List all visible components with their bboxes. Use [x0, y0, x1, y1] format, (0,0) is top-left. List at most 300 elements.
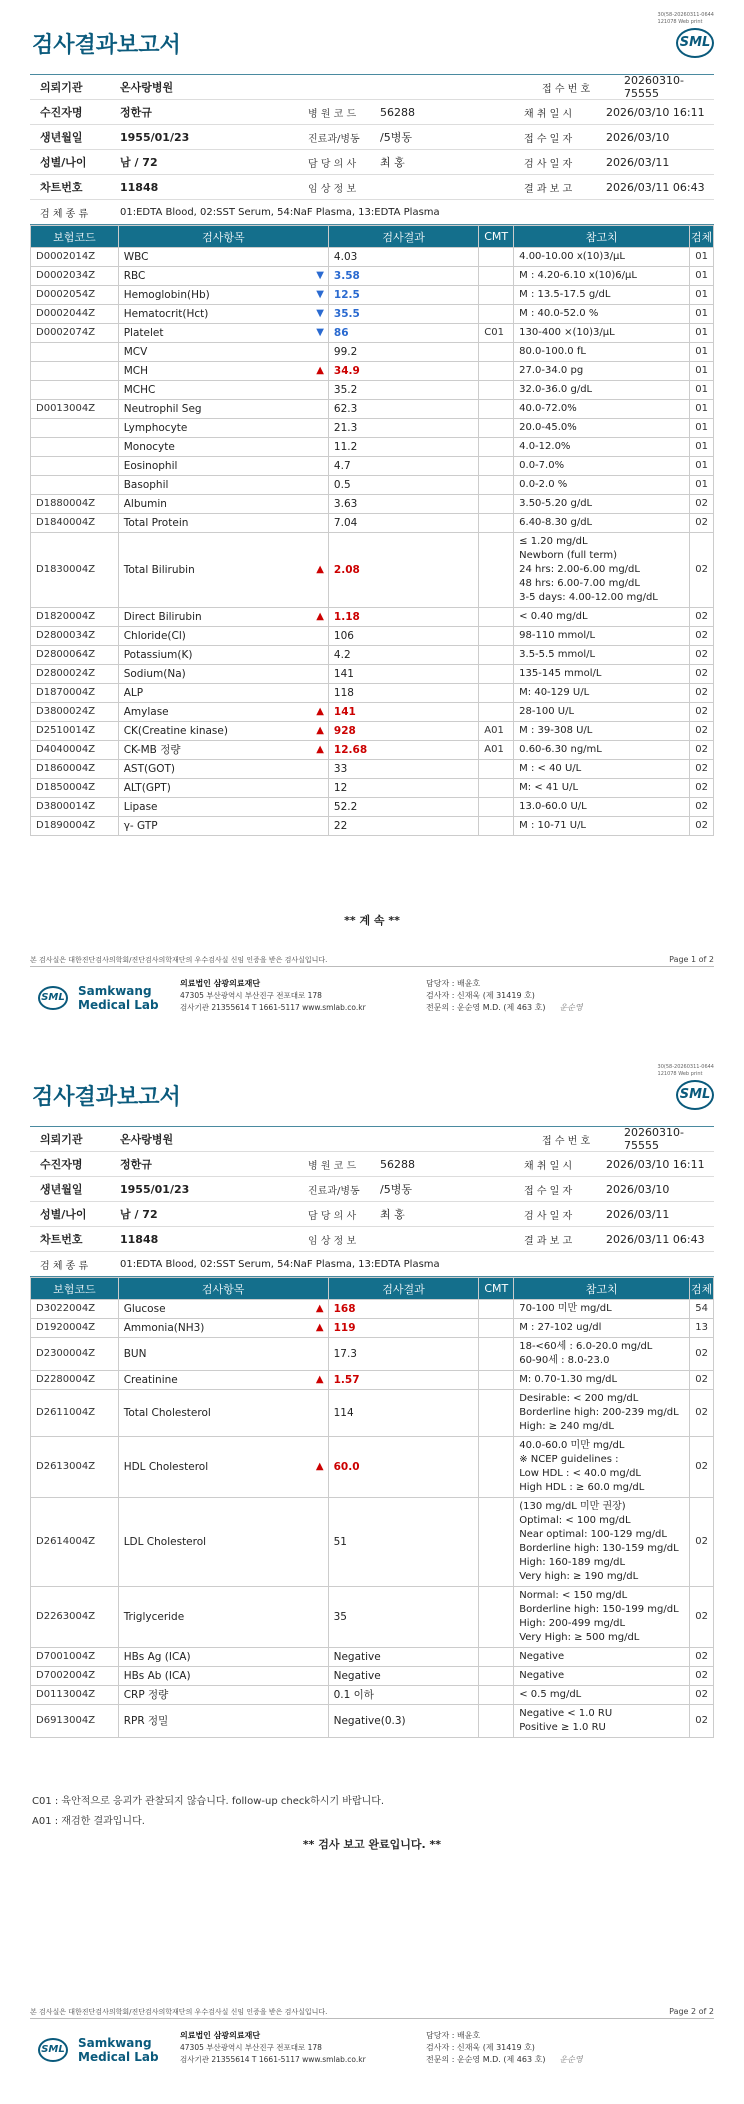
insurance-code-cell	[31, 343, 119, 362]
comment-code-cell	[479, 703, 514, 722]
patient-header: 의뢰기관 온사랑병원 접 수 번 호 20260310-75555 수진자명 정한규 병 원 코 드 56288 채 취 일 시 2026/03/10 16:11 생년월일 1955/01/23 진료과/병동 /5병동 접 수 일 자 2026/03/10 성별/나이 남 / 72 담 당 의 사 최 홍 검 사 일 자 2026/03/11 차트번호 11848 임 상 정 보 결 과 보 고 2026/03/11 06:43 검 체 종 류 01:EDTA Blood, 02:SST Serum, 54:NaF Plasma, 13:EDTA Plasma	[30, 1126, 714, 1277]
reference-line: Negative	[519, 1651, 565, 1662]
insurance-code-cell: D2611004Z	[31, 1390, 119, 1437]
specimen-code-cell: 02	[690, 1498, 714, 1587]
specimen-code-cell: 02	[690, 1587, 714, 1648]
reference-range-cell	[514, 286, 690, 305]
comment-code-cell	[479, 1705, 514, 1738]
reference-line: Normal: < 150 mg/dL	[519, 1590, 628, 1601]
specimen-code-cell: 01	[690, 248, 714, 267]
reference-range-cell	[514, 248, 690, 267]
insurance-code-cell: D0002074Z	[31, 324, 119, 343]
table-header: 보험코드 검사항목 검사결과 CMT 참고치 검체	[31, 226, 714, 248]
test-item-cell	[118, 741, 328, 760]
reference-line: 0.0-2.0 %	[519, 479, 568, 490]
insurance-code-cell: D3022004Z	[31, 1300, 119, 1319]
reference-line: Very high: ≥ 190 mg/dL	[519, 1571, 639, 1582]
comment-code-cell	[479, 1319, 514, 1338]
specimen-code-cell: 02	[690, 741, 714, 760]
test-item-name: CK-MB 정량	[123, 744, 181, 756]
comment-code-cell	[479, 1338, 514, 1371]
table-row	[31, 438, 714, 457]
high-flag-icon: ▲	[315, 1303, 324, 1314]
signature: 운순영	[559, 2055, 583, 2064]
reference-line: 6.40-8.30 g/dL	[519, 517, 593, 528]
specimen-code-cell: 02	[690, 1437, 714, 1498]
test-item-cell	[118, 1437, 328, 1498]
reference-line: Optimal: < 100 mg/dL	[519, 1515, 631, 1526]
test-item-cell	[118, 267, 328, 286]
specimen-code-cell: 02	[690, 684, 714, 703]
insurance-code-cell: D2800064Z	[31, 646, 119, 665]
insurance-code-cell: D2613004Z	[31, 1437, 119, 1498]
test-item-cell	[118, 419, 328, 438]
reference-line: 3-5 days: 4.00-12.00 mg/dL	[519, 592, 658, 603]
table-row	[31, 1319, 714, 1338]
test-item-cell	[118, 495, 328, 514]
test-item-cell	[118, 1371, 328, 1390]
patient-header: 의뢰기관 온사랑병원 접 수 번 호 20260310-75555 수진자명 정한규 병 원 코 드 56288 채 취 일 시 2026/03/10 16:11 생년월일 1955/01/23 진료과/병동 /5병동 접 수 일 자 2026/03/10 성별/나이 남 / 72 담 당 의 사 최 홍 검 사 일 자 2026/03/11 차트번호 11848 임 상 정 보 결 과 보 고 2026/03/11 06:43 검 체 종 류 01:EDTA Blood, 02:SST Serum, 54:NaF Plasma, 13:EDTA Plasma	[30, 74, 714, 225]
footer-org-info: 의료법인 삼광의료재단 47305 부산광역시 부산진구 전포대로 178 검사기관 21355614 T 1661-5117 www.smlab.co.kr	[180, 2031, 366, 2064]
result-value-cell: 35.2	[328, 381, 478, 400]
test-item-name: γ- GTP	[123, 820, 158, 832]
specimen-code-cell: 02	[690, 627, 714, 646]
comment-code-cell	[479, 1587, 514, 1648]
comment-code-cell	[479, 779, 514, 798]
reference-range-cell	[514, 779, 690, 798]
reference-range-cell	[514, 324, 690, 343]
result-value-cell: Negative(0.3)	[328, 1705, 479, 1738]
reference-line: M : 27-102 ug/dl	[519, 1322, 602, 1333]
specimen-code-cell: 02	[690, 1686, 714, 1705]
comment-code-cell: A01	[479, 722, 514, 741]
test-item-name: Triglyceride	[123, 1611, 185, 1623]
table-header: 보험코드 검사항목 검사결과 CMT 참고치 검체	[31, 1278, 714, 1300]
test-item-name: MCHC	[123, 384, 156, 396]
reference-range-cell	[514, 1319, 690, 1338]
specimen-code-cell: 01	[690, 400, 714, 419]
test-item-name: Sodium(Na)	[123, 668, 186, 680]
comment-code-cell	[479, 286, 514, 305]
reference-range-cell	[514, 419, 690, 438]
specimen-code-cell: 01	[690, 286, 714, 305]
table-row	[31, 1667, 714, 1686]
specimen-code-cell: 02	[690, 760, 714, 779]
result-value-cell: 62.3	[328, 400, 478, 419]
reference-range-cell	[514, 1667, 690, 1686]
test-item-cell	[118, 362, 328, 381]
comment-code-cell	[479, 476, 514, 495]
table-row	[31, 533, 714, 608]
insurance-code-cell: D2800024Z	[31, 665, 119, 684]
footer-sml-logo: SML	[38, 2038, 68, 2062]
reference-range-cell	[514, 1437, 690, 1498]
result-value-cell: 114	[328, 1390, 479, 1437]
insurance-code-cell: D1920004Z	[31, 1319, 119, 1338]
reference-range-cell	[514, 400, 690, 419]
test-item-name: MCH	[123, 365, 149, 377]
reference-range-cell	[514, 1587, 690, 1648]
insurance-code-cell	[31, 438, 119, 457]
specimen-code-cell: 01	[690, 267, 714, 286]
result-value-cell: 35.5	[328, 305, 478, 324]
reference-line: Positive ≥ 1.0 RU	[519, 1722, 606, 1733]
reference-line: 0.60-6.30 ng/mL	[519, 744, 602, 755]
test-item-name: Lipase	[123, 801, 158, 813]
sml-logo: SML	[676, 28, 714, 58]
footer-sml-logo: SML	[38, 986, 68, 1010]
test-item-cell	[118, 1390, 328, 1437]
test-item-name: ALT(GPT)	[123, 782, 171, 794]
table-row	[31, 286, 714, 305]
specimen-code-cell: 01	[690, 305, 714, 324]
test-item-cell	[118, 608, 328, 627]
insurance-code-cell: D7002004Z	[31, 1667, 119, 1686]
test-item-cell	[118, 1319, 328, 1338]
specimen-code-cell: 13	[690, 1319, 714, 1338]
comment-code-cell	[479, 457, 514, 476]
result-value-cell: 7.04	[328, 514, 478, 533]
result-value-cell: 0.1 이하	[328, 1686, 479, 1705]
specimen-code-cell: 01	[690, 324, 714, 343]
page-number: Page 1 of 2	[669, 955, 714, 964]
specimen-code-cell: 02	[690, 646, 714, 665]
footer-divider	[30, 966, 714, 967]
test-item-cell	[118, 476, 328, 495]
specimen-code-cell: 02	[690, 514, 714, 533]
reference-range-cell	[514, 457, 690, 476]
test-item-cell	[118, 1300, 328, 1319]
test-item-name: Total Bilirubin	[123, 564, 195, 576]
table-row	[31, 798, 714, 817]
result-value-cell: 0.5	[328, 476, 478, 495]
reference-line: M : 39-308 U/L	[519, 725, 593, 736]
reference-line: M : 13.5-17.5 g/dL	[519, 289, 611, 300]
test-item-name: Total Protein	[123, 517, 189, 529]
table-row	[31, 1390, 714, 1437]
table-row	[31, 684, 714, 703]
test-item-cell	[118, 684, 328, 703]
footer-lab-name: Samkwang Medical Lab	[78, 984, 159, 1012]
table-row	[31, 419, 714, 438]
test-item-cell	[118, 438, 328, 457]
insurance-code-cell	[31, 381, 119, 400]
test-item-name: CRP 정량	[123, 1689, 169, 1701]
high-flag-icon: ▲	[316, 744, 324, 755]
low-flag-icon: ▼	[316, 270, 324, 281]
specimen-code-cell: 02	[690, 779, 714, 798]
comment-code-cell	[479, 514, 514, 533]
test-item-cell	[118, 248, 328, 267]
reference-range-cell	[514, 438, 690, 457]
test-item-cell	[118, 457, 328, 476]
reference-line: 40.0-72.0%	[519, 403, 577, 414]
insurance-code-cell: D2300004Z	[31, 1338, 119, 1371]
test-item-name: Direct Bilirubin	[123, 611, 202, 623]
reference-line: 18-<60세 : 6.0-20.0 mg/dL	[519, 1341, 653, 1352]
comment-code-cell	[479, 1371, 514, 1390]
insurance-code-cell: D2263004Z	[31, 1587, 119, 1648]
reference-range-cell	[514, 533, 690, 608]
specimen-code-cell: 01	[690, 343, 714, 362]
specimen-code-cell: 02	[690, 1705, 714, 1738]
test-item-cell	[118, 324, 328, 343]
test-item-cell	[118, 1498, 328, 1587]
reference-range-cell	[514, 665, 690, 684]
reference-range-cell	[514, 703, 690, 722]
specimen-code-cell: 01	[690, 476, 714, 495]
specimen-code-cell: 02	[690, 703, 714, 722]
reference-range-cell	[514, 722, 690, 741]
reference-range-cell	[514, 608, 690, 627]
result-value-cell: 928	[328, 722, 478, 741]
report-title: 검사결과보고서	[32, 1085, 181, 1110]
reference-line: M: 0.70-1.30 mg/dL	[519, 1374, 618, 1385]
insurance-code-cell: D1860004Z	[31, 760, 119, 779]
insurance-code-cell: D6913004Z	[31, 1705, 119, 1738]
reference-line: Negative < 1.0 RU	[519, 1708, 613, 1719]
reference-line: 130-400 ×(10)3/µL	[519, 327, 615, 338]
result-value-cell: 52.2	[328, 798, 478, 817]
reference-line: 98-110 mmol/L	[519, 630, 596, 641]
reference-range-cell	[514, 1648, 690, 1667]
insurance-code-cell	[31, 362, 119, 381]
table-row	[31, 722, 714, 741]
reference-line: High: ≥ 240 mg/dL	[519, 1421, 614, 1432]
reference-range-cell	[514, 476, 690, 495]
test-item-cell	[118, 1648, 328, 1667]
reference-range-cell	[514, 362, 690, 381]
test-item-name: AST(GOT)	[123, 763, 175, 775]
result-value-cell: 119	[328, 1319, 479, 1338]
specimen-code-cell: 02	[690, 722, 714, 741]
result-value-cell: 118	[328, 684, 478, 703]
test-item-name: Chloride(Cl)	[123, 630, 186, 642]
table-row	[31, 646, 714, 665]
result-value-cell: 4.2	[328, 646, 478, 665]
insurance-code-cell: D2614004Z	[31, 1498, 119, 1587]
table-row	[31, 267, 714, 286]
reference-range-cell	[514, 1498, 690, 1587]
insurance-code-cell: D1880004Z	[31, 495, 119, 514]
reference-range-cell	[514, 817, 690, 836]
reference-line: 70-100 미만 mg/dL	[519, 1303, 612, 1314]
test-item-name: LDL Cholesterol	[123, 1536, 207, 1548]
result-value-cell: 99.2	[328, 343, 478, 362]
test-item-cell	[118, 1667, 328, 1686]
test-item-cell	[118, 665, 328, 684]
comment-code-cell	[479, 817, 514, 836]
reference-line: Near optimal: 100-129 mg/dL	[519, 1529, 667, 1540]
test-item-name: Albumin	[123, 498, 167, 510]
report-title: 검사결과보고서	[32, 33, 181, 58]
test-item-name: BUN	[123, 1348, 147, 1360]
specimen-code-cell: 02	[690, 533, 714, 608]
insurance-code-cell: D3800014Z	[31, 798, 119, 817]
specimen-code-cell: 02	[690, 1390, 714, 1437]
insurance-code-cell: D0013004Z	[31, 400, 119, 419]
specimen-code-cell: 02	[690, 1371, 714, 1390]
test-item-name: HDL Cholesterol	[123, 1461, 209, 1473]
print-info: 30(58-20260311-0644 121078 Web print	[657, 1064, 714, 1077]
specimen-code-cell: 02	[690, 1338, 714, 1371]
low-flag-icon: ▼	[316, 289, 324, 300]
reference-range-cell	[514, 1300, 690, 1319]
table-row	[31, 476, 714, 495]
test-item-cell	[118, 779, 328, 798]
high-flag-icon: ▲	[316, 365, 324, 376]
reference-range-cell	[514, 1371, 690, 1390]
reference-line: 0.0-7.0%	[519, 460, 565, 471]
test-item-name: Monocyte	[123, 441, 175, 453]
test-item-name: RPR 정밀	[123, 1715, 169, 1727]
test-item-name: Hemoglobin(Hb)	[123, 289, 210, 301]
result-value-cell: 33	[328, 760, 478, 779]
test-item-cell	[118, 760, 328, 779]
table-row	[31, 1371, 714, 1390]
result-value-cell: 34.9	[328, 362, 478, 381]
reference-range-cell	[514, 684, 690, 703]
specimen-code-cell: 02	[690, 608, 714, 627]
insurance-code-cell: D1890004Z	[31, 817, 119, 836]
reference-range-cell	[514, 305, 690, 324]
footer-lab-name: Samkwang Medical Lab	[78, 2036, 159, 2064]
result-value-cell: 12	[328, 779, 478, 798]
insurance-code-cell: D1840004Z	[31, 514, 119, 533]
high-flag-icon: ▲	[316, 611, 324, 622]
reference-line: Newborn (full term)	[519, 550, 618, 561]
high-flag-icon: ▲	[316, 564, 324, 575]
test-item-name: Ammonia(NH3)	[123, 1322, 205, 1334]
reference-line: 135-145 mmol/L	[519, 668, 602, 679]
test-item-cell	[118, 703, 328, 722]
reference-range-cell	[514, 343, 690, 362]
result-value-cell: 35	[328, 1587, 479, 1648]
reference-range-cell	[514, 1705, 690, 1738]
table-row	[31, 495, 714, 514]
specimen-code-cell: 54	[690, 1300, 714, 1319]
low-flag-icon: ▼	[316, 308, 324, 319]
test-item-cell	[118, 1705, 328, 1738]
reference-line: M : 4.20-6.10 x(10)6/µL	[519, 270, 637, 281]
test-item-name: CK(Creatine kinase)	[123, 725, 228, 737]
comment-code-cell: C01	[479, 324, 514, 343]
insurance-code-cell: D0002044Z	[31, 305, 119, 324]
reference-line: High HDL : ≥ 60.0 mg/dL	[519, 1482, 645, 1493]
reference-line: 3.50-5.20 g/dL	[519, 498, 593, 509]
low-flag-icon: ▼	[316, 327, 324, 338]
signature: 운순영	[559, 1003, 583, 1012]
result-value-cell: 4.7	[328, 457, 478, 476]
insurance-code-cell: D3800024Z	[31, 703, 119, 722]
test-item-name: Hematocrit(Hct)	[123, 308, 209, 320]
comment-code-cell	[479, 533, 514, 608]
results-table-page-2	[30, 1277, 714, 1738]
table-row	[31, 1338, 714, 1371]
test-item-cell	[118, 514, 328, 533]
test-item-cell	[118, 305, 328, 324]
comment-code-cell	[479, 1437, 514, 1498]
reference-line: 24 hrs: 2.00-6.00 mg/dL	[519, 564, 640, 575]
insurance-code-cell: D1850004Z	[31, 779, 119, 798]
comment-code-cell	[479, 646, 514, 665]
specimen-code-cell: 02	[690, 798, 714, 817]
table-row	[31, 1648, 714, 1667]
test-item-cell	[118, 343, 328, 362]
reference-line: Very High: ≥ 500 mg/dL	[519, 1632, 640, 1643]
test-item-cell	[118, 646, 328, 665]
table-row	[31, 1705, 714, 1738]
reference-line: Borderline high: 200-239 mg/dL	[519, 1407, 679, 1418]
test-item-cell	[118, 722, 328, 741]
reference-range-cell	[514, 1686, 690, 1705]
reference-line: M: < 41 U/L	[519, 782, 579, 793]
comment-code-cell	[479, 419, 514, 438]
reference-line: 60-90세 : 8.0-23.0	[519, 1355, 610, 1366]
test-item-cell	[118, 381, 328, 400]
insurance-code-cell: D0113004Z	[31, 1686, 119, 1705]
result-value-cell: 2.08	[328, 533, 478, 608]
table-row	[31, 627, 714, 646]
result-value-cell: 86	[328, 324, 478, 343]
test-item-cell	[118, 533, 328, 608]
comment-code-cell	[479, 1686, 514, 1705]
specimen-code-cell: 01	[690, 438, 714, 457]
reference-range-cell	[514, 1338, 690, 1371]
results-table-page-1	[30, 225, 714, 836]
reference-line: Low HDL : < 40.0 mg/dL	[519, 1468, 641, 1479]
table-row	[31, 779, 714, 798]
reference-line: High: 160-189 mg/dL	[519, 1557, 626, 1568]
table-row	[31, 343, 714, 362]
comment-code-cell	[479, 381, 514, 400]
comment-code-cell	[479, 1498, 514, 1587]
reference-range-cell	[514, 627, 690, 646]
reference-line: M : 10-71 U/L	[519, 820, 587, 831]
result-value-cell: 141	[328, 665, 478, 684]
test-item-cell	[118, 1686, 328, 1705]
table-row	[31, 760, 714, 779]
continued-text: ** 계 속 **	[344, 914, 400, 927]
test-item-name: Creatinine	[123, 1374, 178, 1386]
test-item-name: Basophil	[123, 479, 169, 491]
table-row	[31, 1686, 714, 1705]
reference-line: 80.0-100.0 fL	[519, 346, 586, 357]
comment-code-cell	[479, 495, 514, 514]
table-row	[31, 400, 714, 419]
specimen-code-cell: 01	[690, 419, 714, 438]
insurance-code-cell: D0002014Z	[31, 248, 119, 267]
complete-text: ** 검사 보고 완료입니다. **	[302, 1838, 442, 1851]
comment-code-cell	[479, 608, 514, 627]
reference-range-cell	[514, 381, 690, 400]
result-value-cell: 21.3	[328, 419, 478, 438]
report-page-2	[0, 1052, 744, 2104]
reference-line: ≤ 1.20 mg/dL	[519, 536, 588, 547]
test-item-name: Lymphocyte	[123, 422, 188, 434]
reference-line: < 0.5 mg/dL	[519, 1689, 582, 1700]
result-value-cell: Negative	[328, 1648, 479, 1667]
specimen-code-cell: 01	[690, 457, 714, 476]
reference-range-cell	[514, 1390, 690, 1437]
insurance-code-cell: D2280004Z	[31, 1371, 119, 1390]
test-item-cell	[118, 400, 328, 419]
result-value-cell: 12.5	[328, 286, 478, 305]
reference-line: M : 40.0-52.0 %	[519, 308, 599, 319]
test-item-name: WBC	[123, 251, 149, 263]
insurance-code-cell: D0002034Z	[31, 267, 119, 286]
reference-line: 27.0-34.0 pg	[519, 365, 584, 376]
